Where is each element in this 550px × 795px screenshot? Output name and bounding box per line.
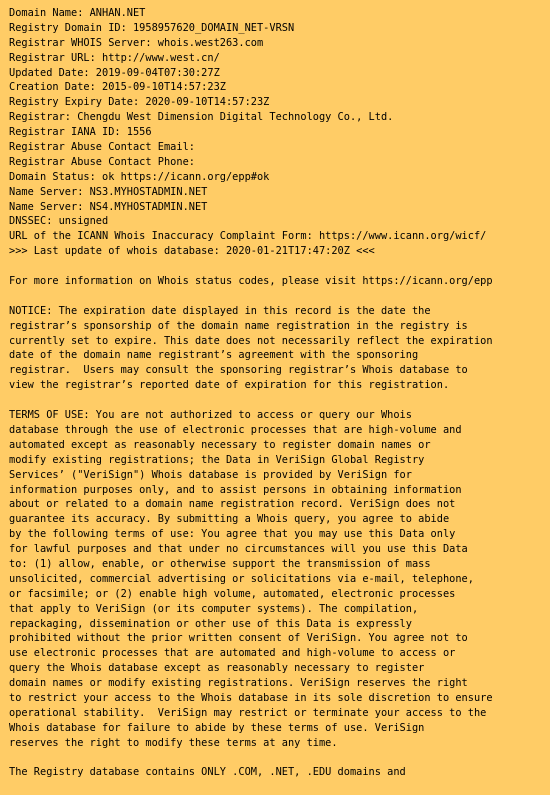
whois-line: Whois database for failure to abide by these terms of use. VeriSign (9, 721, 425, 734)
whois-line: to: (1) allow, enable, or otherwise support the transmission of mass (9, 557, 431, 570)
whois-line: Registrar Abuse Contact Phone: (9, 155, 195, 168)
whois-line: by the following terms of use: You agree that you may use this Data only (9, 528, 456, 541)
whois-line: view the registrar’s reported date of expiration for this registration. (9, 379, 450, 392)
last-update-line: >>> Last update of whois database: 2020-01-21T17:47:20Z <<< (9, 245, 375, 258)
domain-status-line: Domain Status: ok https://icann.org/epp#ok (9, 170, 270, 183)
whois-line: For more information on Whois status codes, please visit https://icann.org/epp (9, 275, 493, 288)
whois-line: Registrar Abuse Contact Email: (9, 141, 195, 154)
whois-line: Registry Expiry Date: 2020-09-10T14:57:23Z (9, 96, 270, 109)
blank-line (9, 393, 550, 408)
whois-line: Registrar WHOIS Server: whois.west263.com (9, 36, 264, 49)
blank-line (9, 289, 550, 304)
whois-line: Registrar: Chengdu West Dimension Digital Technology Co., Ltd. (9, 111, 394, 124)
whois-line: unsolicited, commercial advertising or solicitations via e-mail, telephone, (9, 572, 474, 585)
whois-line: URL of the ICANN Whois Inaccuracy Complaint Form: https://www.icann.org/wicf/ (9, 230, 487, 243)
whois-line: guarantee its accuracy. By submitting a Whois query, you agree to abide (9, 513, 450, 526)
whois-line: reserves the right to modify these terms at any time. (9, 736, 338, 749)
whois-line: domain names or modify existing registrations. VeriSign reserves the right (9, 677, 468, 690)
whois-line: query the Whois database except as reasonably necessary to register (9, 662, 425, 675)
blank-line (9, 259, 550, 274)
name-server-line: Name Server: NS4.MYHOSTADMIN.NET (9, 200, 208, 213)
whois-line: Registry Domain ID: 1958957620_DOMAIN_NET-VRSN (9, 21, 295, 34)
whois-line: prohibited without the prior written consent of VeriSign. You agree not to (9, 632, 468, 645)
whois-line: Registrar IANA ID: 1556 (9, 126, 152, 139)
whois-line: for lawful purposes and that under no circumstances will you use this Data (9, 543, 468, 556)
name-server-line: Name Server: NS3.MYHOSTADMIN.NET (9, 185, 208, 198)
domain-name-line: Domain Name: ANHAN.NET (9, 7, 146, 19)
whois-line: about or related to a domain name registration record. VeriSign does not (9, 498, 456, 511)
whois-line: registrar’s sponsorship of the domain name registration in the registry is (9, 319, 468, 332)
whois-line: Creation Date: 2015-09-10T14:57:23Z (9, 81, 226, 94)
whois-line: Services’ ("VeriSign") Whois database is provided by VeriSign for (9, 468, 412, 481)
whois-line: date of the domain name registrant’s agreement with the sponsoring (9, 349, 419, 362)
whois-line: use electronic processes that are automated and high-volume to access or (9, 647, 456, 660)
notice-paragraph-line: NOTICE: The expiration date displayed in this record is the date the (9, 304, 431, 317)
whois-line: database through the use of electronic processes that are high-volume and (9, 423, 462, 436)
whois-line: operational stability. VeriSign may restrict or terminate your access to the (9, 706, 487, 719)
whois-line: automated except as reasonably necessary to register domain names or (9, 438, 431, 451)
terms-of-use-line: TERMS OF USE: You are not authorized to access or query our Whois (9, 409, 412, 422)
whois-line: modify existing registrations; the Data in VeriSign Global Registry (9, 453, 425, 466)
blank-line (9, 751, 550, 766)
whois-line: registrar. Users may consult the sponsoring registrar’s Whois database to (9, 364, 468, 377)
whois-line: currently set to expire. This date does not necessarily reflect the expiration (9, 334, 493, 347)
whois-line: information purposes only, and to assist persons in obtaining information (9, 483, 462, 496)
whois-line: Updated Date: 2019-09-04T07:30:27Z (9, 66, 220, 79)
whois-line: that apply to VeriSign (or its computer systems). The compilation, (9, 602, 419, 615)
whois-line: DNSSEC: unsigned (9, 215, 109, 228)
whois-line: Registrar URL: http://www.west.cn/ (9, 51, 220, 64)
whois-line: or facsimile; or (2) enable high volume, automated, electronic processes (9, 587, 456, 600)
whois-line: repackaging, dissemination or other use of this Data is expressly (9, 617, 412, 630)
whois-line: The Registry database contains ONLY .COM, .NET, .EDU domains and (9, 766, 406, 779)
whois-line: to restrict your access to the Whois database in its sole discretion to ensure (9, 691, 493, 704)
